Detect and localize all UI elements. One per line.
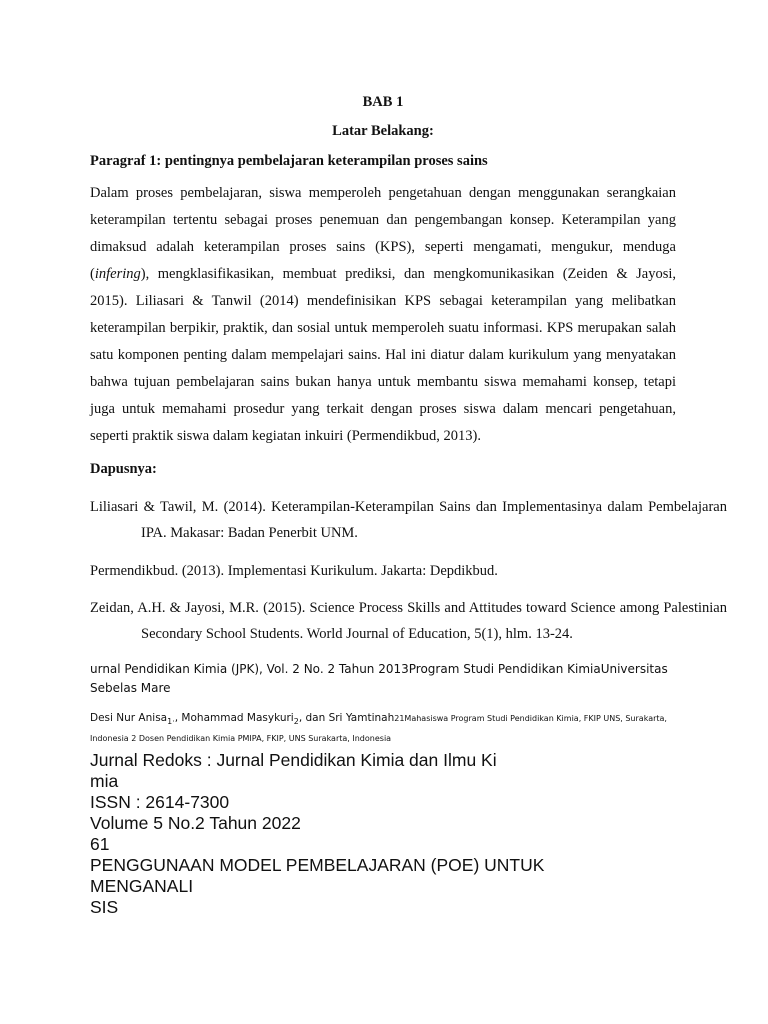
redoks-line: Volume 5 No.2 Tahun 2022: [90, 813, 301, 833]
author-2-mark: 2: [293, 717, 299, 727]
paragraph-title: Paragraf 1: pentingnya pembelajaran keterampilan proses sains: [90, 153, 488, 169]
author-affiliation: 21Mahasiswa Program Studi Pendidikan Kimia, FKIP UNS, Surakarta, Indonesia 2 Dosen Pendidikan Kimia PMIPA, FKIP, UNS Surakarta, Indonesia: [90, 714, 667, 744]
reference-item: Permendikbud. (2013). Implementasi Kurikulum. Jakarta: Depdikbud.: [90, 563, 498, 579]
author-1: Desi Nur Anisa: [90, 712, 168, 724]
redoks-line: ISSN : 2614-7300: [90, 792, 230, 812]
references-title: Dapusnya:: [90, 461, 157, 477]
reference-item: Liliasari & Tawil, M. (2014). Keterampilan-Keterampilan Sains dan Implementasinya dalam Pembelajaran IPA. Makasar: Badan Penerbit UNM.: [90, 499, 727, 541]
journal-redoks-block: [90, 750, 610, 918]
redoks-line: Jurnal Redoks : Jurnal Pendidikan Kimia dan Ilmu Ki: [90, 750, 497, 770]
reference-item: Zeidan, A.H. & Jayosi, M.R. (2015). Science Process Skills and Attitudes toward Science among Palestinian Secondary School Students. World Journal of Education, 5(1), hlm. 13-24.: [90, 600, 727, 642]
redoks-line: 61: [90, 834, 110, 854]
redoks-line: SIS: [90, 897, 119, 917]
chapter-title: BAB 1: [362, 94, 404, 110]
body-text-part1: Dalam proses pembelajaran, siswa memperoleh pengetahuan dengan menggunakan serangkaian keterampilan tertentu sebagai proses penemuan dan pengembangan konsep. Keterampilan yang dimaksud adalah keterampilan proses sains (KPS), seperti mengamati, mengukur, menduga (: [90, 185, 676, 282]
section-title: Latar Belakang:: [332, 123, 434, 139]
body-paragraph: [90, 180, 676, 450]
author-line: [90, 710, 690, 747]
redoks-line: MENGANALI: [90, 876, 194, 896]
journal-jpk-line: urnal Pendidikan Kimia (JPK), Vol. 2 No. 2 Tahun 2013Program Studi Pendidikan KimiaUniversitas Sebelas Mare: [90, 662, 668, 695]
author-2: , Mohammad Masykuri: [174, 712, 294, 724]
author-1-mark: 1·: [167, 717, 175, 727]
body-text-italic: infering: [94, 266, 141, 282]
redoks-line: PENGGUNAAN MODEL PEMBELAJARAN (POE) UNTUK: [90, 855, 545, 875]
author-3: , dan Sri Yamtinah: [298, 712, 395, 724]
body-text-part2: ), mengklasifikasikan, membuat prediksi, dan mengkomunikasikan (Zeiden & Jayosi, 2015). Liliasari & Tanwil (2014) mendefinisikan KPS sebagai keterampilan yang melibatkan keterampilan berpikir, praktik, dan sosial untuk memperoleh suatu informasi. KPS merupakan salah satu komponen penting dalam mempelajari sains. Hal ini diatur dalam kurikulum yang menyatakan bahwa tujuan pembelajaran sains bukan hanya untuk membantu siswa memahami konsep, tetapi juga untuk memahami prosedur yang terkait dengan proses siswa dalam mencari pengetahuan, seperti praktik siswa dalam kegiatan inkuiri (Permendikbud, 2013).: [90, 266, 676, 444]
redoks-line: mia: [90, 771, 119, 791]
